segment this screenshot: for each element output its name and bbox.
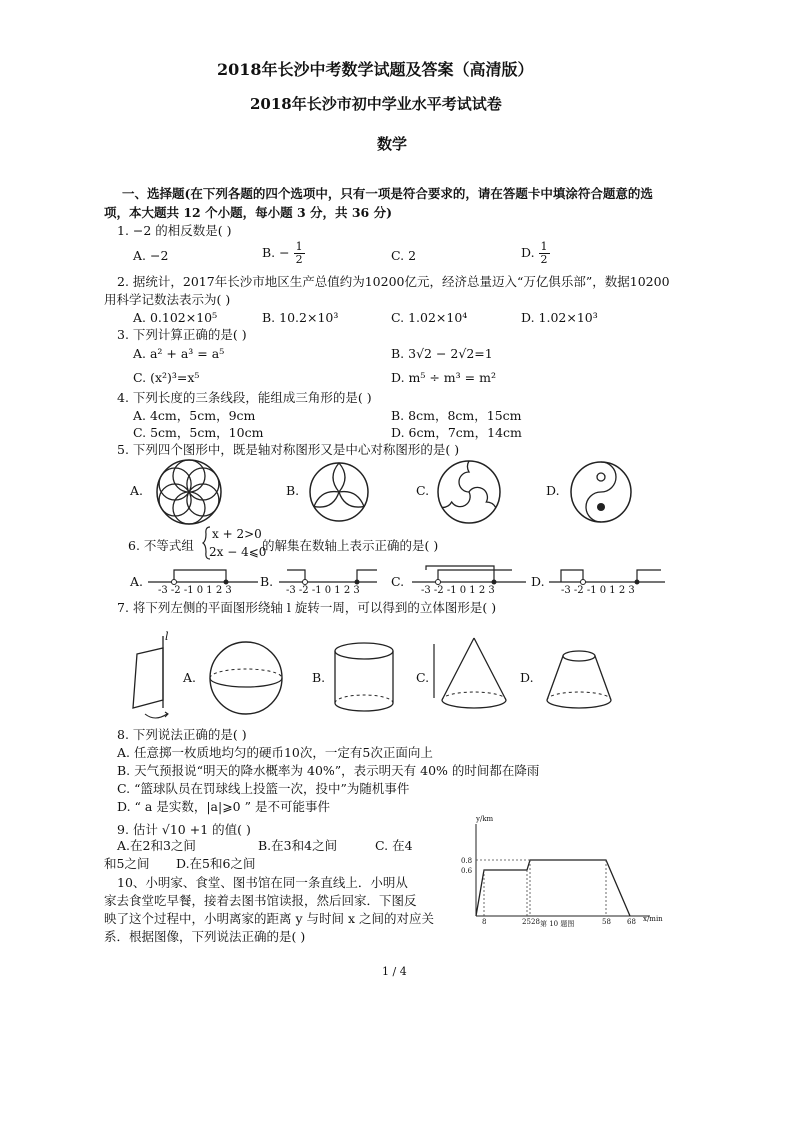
q5-option-a-label: A. [130,483,144,498]
q3-option-a: A. a² + a³ = a⁵ [133,346,225,361]
q5-figure-d-yin-yang [569,460,633,524]
fraction-numerator: 1 [295,240,303,253]
q5-figure-b-three-leaf [308,461,370,523]
q8-option-c: C. “篮球队员在罚球线上投篮一次，投中”为随机事件 [117,781,410,796]
q10-line2: 家去食堂吃早餐，接着去图书馆读报，然后回家．下图反 [104,893,417,908]
q7-option-b-label: B. [312,670,326,685]
q8-stem: 8. 下列说法正确的是( ) [117,727,247,742]
q2-option-b: B. 10.2×10³ [262,310,339,325]
q7-sphere [208,640,284,716]
q1-stem: 1. −2 的相反数是( ) [117,223,232,238]
q9-option-c-cont: 和5之间 [104,856,150,871]
q5-figure-a-flower [154,457,224,527]
q4-stem: 4. 下列长度的三条线段，能组成三角形的是( ) [117,390,372,405]
section-instructions-line1: 一、选择题(在下列各题的四个选项中，只有一项是符合要求的，请在答题卡中填涂符合题意的选 [122,186,653,201]
q5-figure-c-swirl [436,459,502,525]
q9-option-c: C. 在4 [375,838,413,853]
q2-option-c: C. 1.02×10⁴ [391,310,468,325]
q10-graph-xtick-8: 8 [482,918,487,926]
q1-option-d-prefix: D. [521,245,535,260]
q6-ticks-a: -3 -2 -1 0 1 2 3 [158,585,232,596]
q3-stem: 3. 下列计算正确的是( ) [117,327,247,342]
q5-stem: 5. 下列四个图形中，既是轴对称图形又是中心对称图形的是( ) [117,442,460,457]
q6-stem-suffix: 的解集在数轴上表示正确的是( ) [262,538,439,553]
q7-option-d-label: D. [520,670,534,685]
q1-option-a: A. −2 [133,248,169,263]
q2-stem-line1: 2. 据统计，2017年长沙市地区生产总值约为10200亿元，经济总量迈入“万亿俱乐部”，数据10200 [117,274,670,289]
q10-graph-ytick-06: 0.6 [461,867,473,875]
q9-stem: 9. 估计 √10 +1 的值( ) [117,822,251,837]
q1-option-b-prefix: B. − [262,245,290,260]
q9-option-b: B.在3和4之间 [258,838,338,853]
fraction-numerator: 1 [540,240,548,253]
q4-option-d: D. 6cm，7cm，14cm [391,425,522,440]
q6-inequality-1: x + 2>0 [212,527,262,541]
q6-stem-prefix: 6. 不等式组 [128,538,194,553]
fraction-denominator: 2 [540,253,548,266]
q1-option-b [262,241,305,266]
q10-graph-xtick-68: 68 [627,918,636,926]
q6-option-c-label: C. [391,574,405,589]
q6-inequality-2: 2x − 4⩽0 [209,545,267,559]
q8-option-b: B. 天气预报说“明天的降水概率为 40%”，表示明天有 40% 的时间都在降雨 [117,763,540,778]
q4-option-a: A. 4cm，5cm，9cm [133,408,256,423]
section-instructions-line2: 项，本大题共 12 个小题，每小题 3 分，共 36 分) [104,205,393,220]
q5-option-b-label: B. [286,483,300,498]
q1-option-c: C. 2 [391,248,417,263]
q7-trapezoid-with-axis [125,632,175,724]
q1-option-b-fraction [294,241,305,266]
q2-stem-line2: 用科学记数法表示为( ) [104,292,231,307]
q10-graph-xtick-28: 28 [531,918,540,926]
exam-title: 2018年长沙市初中学业水平考试试卷 [250,95,502,113]
q7-option-a-label: A. [183,670,197,685]
q7-option-c-label: C. [416,670,430,685]
q6-ticks-c: -3 -2 -1 0 1 2 3 [421,585,495,596]
q3-option-c: C. (x²)³=x⁵ [133,370,200,385]
q10-line3: 映了这个过程中，小明离家的距离 y 与时间 x 之间的对应关 [104,911,435,926]
q6-option-d-label: D. [531,574,545,589]
q6-option-a-label: A. [130,574,144,589]
q10-line1: 10、小明家、食堂、图书馆在同一条直线上．小明从 [117,875,408,890]
q10-graph-xtick-58: 58 [602,918,611,926]
q10-graph-xlabel: x/min [643,915,663,923]
q10-graph-ytick-08: 0.8 [461,857,473,865]
q1-option-d-fraction [539,241,550,266]
q10-graph-caption: 第 10 题图 [540,920,575,928]
q7-frustum [543,648,615,718]
q10-graph-ylabel: y/km [476,815,494,823]
page-number: 1 / 4 [382,965,407,978]
q2-option-a: A. 0.102×10⁵ [133,310,218,325]
q2-option-d: D. 1.02×10³ [521,310,598,325]
q1-option-d [521,241,550,266]
q4-option-b: B. 8cm，8cm，15cm [391,408,522,423]
q6-ticks-b: -3 -2 -1 0 1 2 3 [286,585,360,596]
subject-title: 数学 [377,135,408,153]
q5-option-d-label: D. [546,483,560,498]
q10-graph-xtick-25: 25 [522,918,531,926]
q5-option-c-label: C. [416,483,430,498]
q3-option-d: D. m⁵ ÷ m³ = m² [391,370,496,385]
q9-option-a: A.在2和3之间 [117,838,196,853]
q6-number-line-c [412,564,528,586]
q7-axis-label: l [165,630,169,643]
q7-cone [432,636,512,716]
q6-option-b-label: B. [260,574,274,589]
q8-option-a: A. 任意掷一枚质地均匀的硬币10次，一定有5次正面向上 [117,745,433,760]
document-title: 2018年长沙中考数学试题及答案（高清版） [217,60,534,79]
q10-line4: 系．根据图像，下列说法正确的是( ) [104,929,306,944]
q7-cylinder [332,641,396,715]
q3-option-b: B. 3√2 − 2√2=1 [391,346,493,361]
q9-option-d: D.在5和6之间 [176,856,256,871]
fraction-denominator: 2 [295,253,303,266]
q7-stem: 7. 将下列左侧的平面图形绕轴 l 旋转一周，可以得到的立体图形是( ) [117,600,497,615]
q10-distance-time-graph [460,818,660,930]
q6-ticks-d: -3 -2 -1 0 1 2 3 [561,585,635,596]
q4-option-c: C. 5cm，5cm，10cm [133,425,264,440]
q8-option-d: D. “ a 是实数，|a|⩾0 ” 是不可能事件 [117,799,330,814]
